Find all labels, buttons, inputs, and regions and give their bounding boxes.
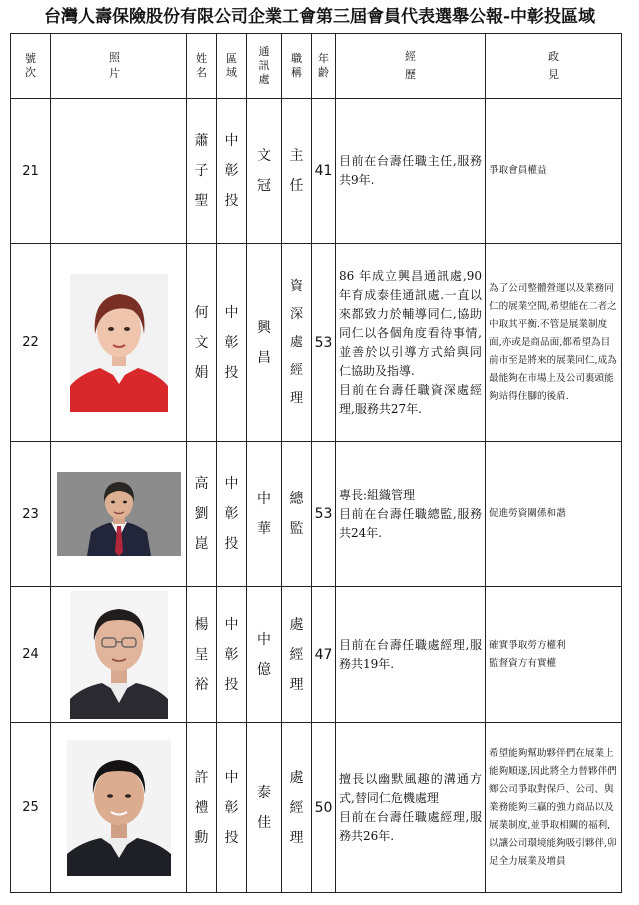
candidate-name: 許禮勳 bbox=[187, 723, 217, 893]
candidate-position: 處經理 bbox=[282, 587, 312, 723]
candidate-office: 文冠 bbox=[247, 99, 282, 244]
portrait-man-dark-suit bbox=[67, 740, 171, 876]
candidate-position: 總監 bbox=[282, 442, 312, 587]
experience-line: 專長:組織管理 bbox=[339, 487, 416, 502]
experience-line: 目前在台壽任職處經理,服務共19年. bbox=[339, 637, 482, 671]
candidate-age: 50 bbox=[312, 723, 336, 893]
candidate-experience bbox=[336, 723, 486, 893]
table-row bbox=[11, 99, 622, 244]
experience-line: 目前在台壽任職處經理,服務共26年. bbox=[339, 809, 482, 843]
candidate-experience bbox=[336, 442, 486, 587]
header-name: 姓名 bbox=[187, 34, 217, 99]
candidate-number: 25 bbox=[11, 723, 51, 893]
candidate-experience bbox=[336, 587, 486, 723]
header-region: 區域 bbox=[217, 34, 247, 99]
experience-line: 目前在台壽任職資深處經理,服務共27年. bbox=[339, 382, 482, 416]
candidate-table bbox=[10, 33, 622, 893]
header-office: 通訊處 bbox=[247, 34, 282, 99]
candidate-region: 中彰投 bbox=[217, 587, 247, 723]
candidate-name: 楊呈裕 bbox=[187, 587, 217, 723]
candidate-experience bbox=[336, 99, 486, 244]
candidate-number: 22 bbox=[11, 244, 51, 442]
candidate-region: 中彰投 bbox=[217, 244, 247, 442]
platform-line: 確實爭取勞方權利 bbox=[489, 639, 566, 651]
candidate-age: 53 bbox=[312, 244, 336, 442]
portrait-man-glasses bbox=[70, 591, 168, 719]
candidate-photo bbox=[51, 244, 187, 442]
candidate-office: 中華 bbox=[247, 442, 282, 587]
candidate-platform bbox=[486, 99, 622, 244]
table-row bbox=[11, 244, 622, 442]
experience-line: 目前在台壽任職總監,服務共24年. bbox=[339, 506, 482, 540]
candidate-number: 24 bbox=[11, 587, 51, 723]
candidate-office: 中億 bbox=[247, 587, 282, 723]
candidate-office: 興昌 bbox=[247, 244, 282, 442]
candidate-region: 中彰投 bbox=[217, 99, 247, 244]
table-header-row bbox=[11, 34, 622, 99]
candidate-position: 處經理 bbox=[282, 723, 312, 893]
candidate-office: 泰佳 bbox=[247, 723, 282, 893]
document-title: 台灣人壽保險股份有限公司企業工會第三屆會員代表選舉公報-中彰投區域 bbox=[43, 7, 596, 27]
portrait-man-gray-background bbox=[57, 472, 181, 556]
platform-line: 監督資方有實權 bbox=[489, 657, 557, 669]
experience-line: 擅長以幽默風趣的溝通方式,替同仁危機處理 bbox=[339, 771, 482, 805]
header-experience: 經歷 bbox=[336, 34, 486, 99]
candidate-photo bbox=[51, 587, 187, 723]
table-row bbox=[11, 442, 622, 587]
candidate-name: 何文娟 bbox=[187, 244, 217, 442]
candidate-number: 21 bbox=[11, 99, 51, 244]
header-photo: 照片 bbox=[51, 34, 187, 99]
experience-line: 86 年成立興昌通訊處,90年育成泰佳通訊處.一直以來都致力於輔導同仁,協助同仁以各個角度看待事情,並善於以引導方式給與同仁協助及指導. bbox=[339, 268, 482, 378]
portrait-woman-red-jacket bbox=[70, 274, 168, 412]
candidate-photo bbox=[51, 442, 187, 587]
table-row bbox=[11, 723, 622, 893]
header-number: 號次 bbox=[11, 34, 51, 99]
header-platform: 政見 bbox=[486, 34, 622, 99]
candidate-platform bbox=[486, 587, 622, 723]
candidate-photo-empty bbox=[51, 99, 187, 244]
candidate-region: 中彰投 bbox=[217, 442, 247, 587]
candidate-name: 高劉崑 bbox=[187, 442, 217, 587]
candidate-platform bbox=[486, 442, 622, 587]
candidate-region: 中彰投 bbox=[217, 723, 247, 893]
candidate-platform bbox=[486, 244, 622, 442]
candidate-name: 蕭子聖 bbox=[187, 99, 217, 244]
candidate-age: 53 bbox=[312, 442, 336, 587]
table-row bbox=[11, 587, 622, 723]
platform-line: 為了公司整體營運以及業務同仁的展業空間,希望能在二者之中取其平衡.不管是展業制度面,亦或是商品面,都希望為目前市至是將來的展業同仁,成為最能夠在市場上及公司裏頭能夠站得住腳的後盾. bbox=[489, 282, 617, 402]
candidate-age: 47 bbox=[312, 587, 336, 723]
candidate-experience bbox=[336, 244, 486, 442]
candidate-photo bbox=[51, 723, 187, 893]
candidate-position: 資深處經理 bbox=[282, 244, 312, 442]
platform-line: 希望能夠幫助夥伴們在展業上能夠順遂,因此將全力替夥伴們鄉公司爭取對保戶、公司、與業務能夠三贏的強力商品以及展業制度,並爭取相關的福利,以讓公司環境能夠吸引夥伴,卯足全力展業及增員 bbox=[489, 747, 617, 867]
candidate-platform bbox=[486, 723, 622, 893]
candidate-position: 主任 bbox=[282, 99, 312, 244]
header-age: 年齡 bbox=[312, 34, 336, 99]
candidate-age: 41 bbox=[312, 99, 336, 244]
platform-line: 爭取會員權益 bbox=[489, 165, 547, 176]
header-position: 職稱 bbox=[282, 34, 312, 99]
candidate-number: 23 bbox=[11, 442, 51, 587]
experience-line: 目前在台壽任職主任,服務共9年. bbox=[339, 154, 482, 187]
platform-line: 促進勞資關係和諧 bbox=[489, 508, 566, 519]
